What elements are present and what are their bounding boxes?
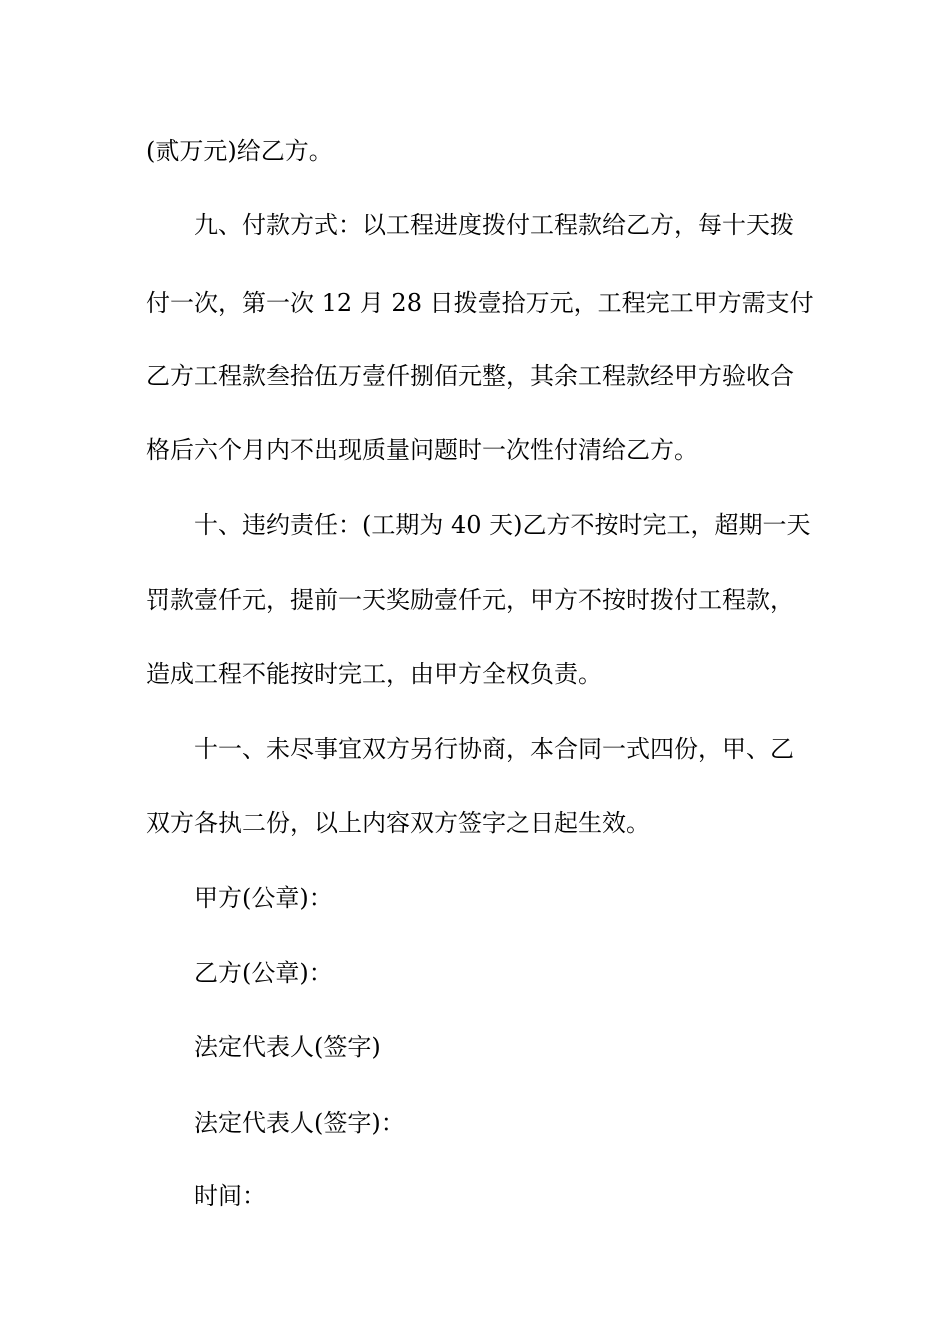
clause-10-line-2: 罚款壹仟元，提前一天奖励壹仟元，甲方不按时拨付工程款， [146, 586, 794, 614]
legal-rep-signature-label-1: 法定代表人(签字) [194, 1033, 381, 1061]
clause-10-line-3: 造成工程不能按时完工，由甲方全权负责。 [146, 660, 602, 688]
clause-9-line-1: 九、付款方式：以工程进度拨付工程款给乙方，每十天拨 [194, 211, 794, 239]
clause-9-line-3: 乙方工程款叁拾伍万壹仟捌佰元整，其余工程款经甲方验收合 [146, 362, 794, 390]
paragraph-8-tail-line: (贰万元)给乙方。 [146, 137, 333, 165]
clause-11-line-2: 双方各执二份，以上内容双方签字之日起生效。 [146, 809, 650, 837]
party-b-seal-label: 乙方(公章)： [194, 959, 333, 987]
date-label: 时间： [194, 1182, 266, 1210]
clause-11-line-1: 十一、未尽事宜双方另行协商，本合同一式四份，甲、乙 [194, 735, 794, 763]
clause-9-line-4: 格后六个月内不出现质量问题时一次性付清给乙方。 [146, 436, 698, 464]
clause-9-line-2: 付一次，第一次 12 月 28 日拨壹拾万元，工程完工甲方需支付 [146, 289, 814, 317]
legal-rep-signature-label-2: 法定代表人(签字)： [194, 1109, 405, 1137]
party-a-seal-label: 甲方(公章)： [194, 884, 333, 912]
clause-10-line-1: 十、违约责任：(工期为 40 天)乙方不按时完工，超期一天 [194, 511, 811, 539]
